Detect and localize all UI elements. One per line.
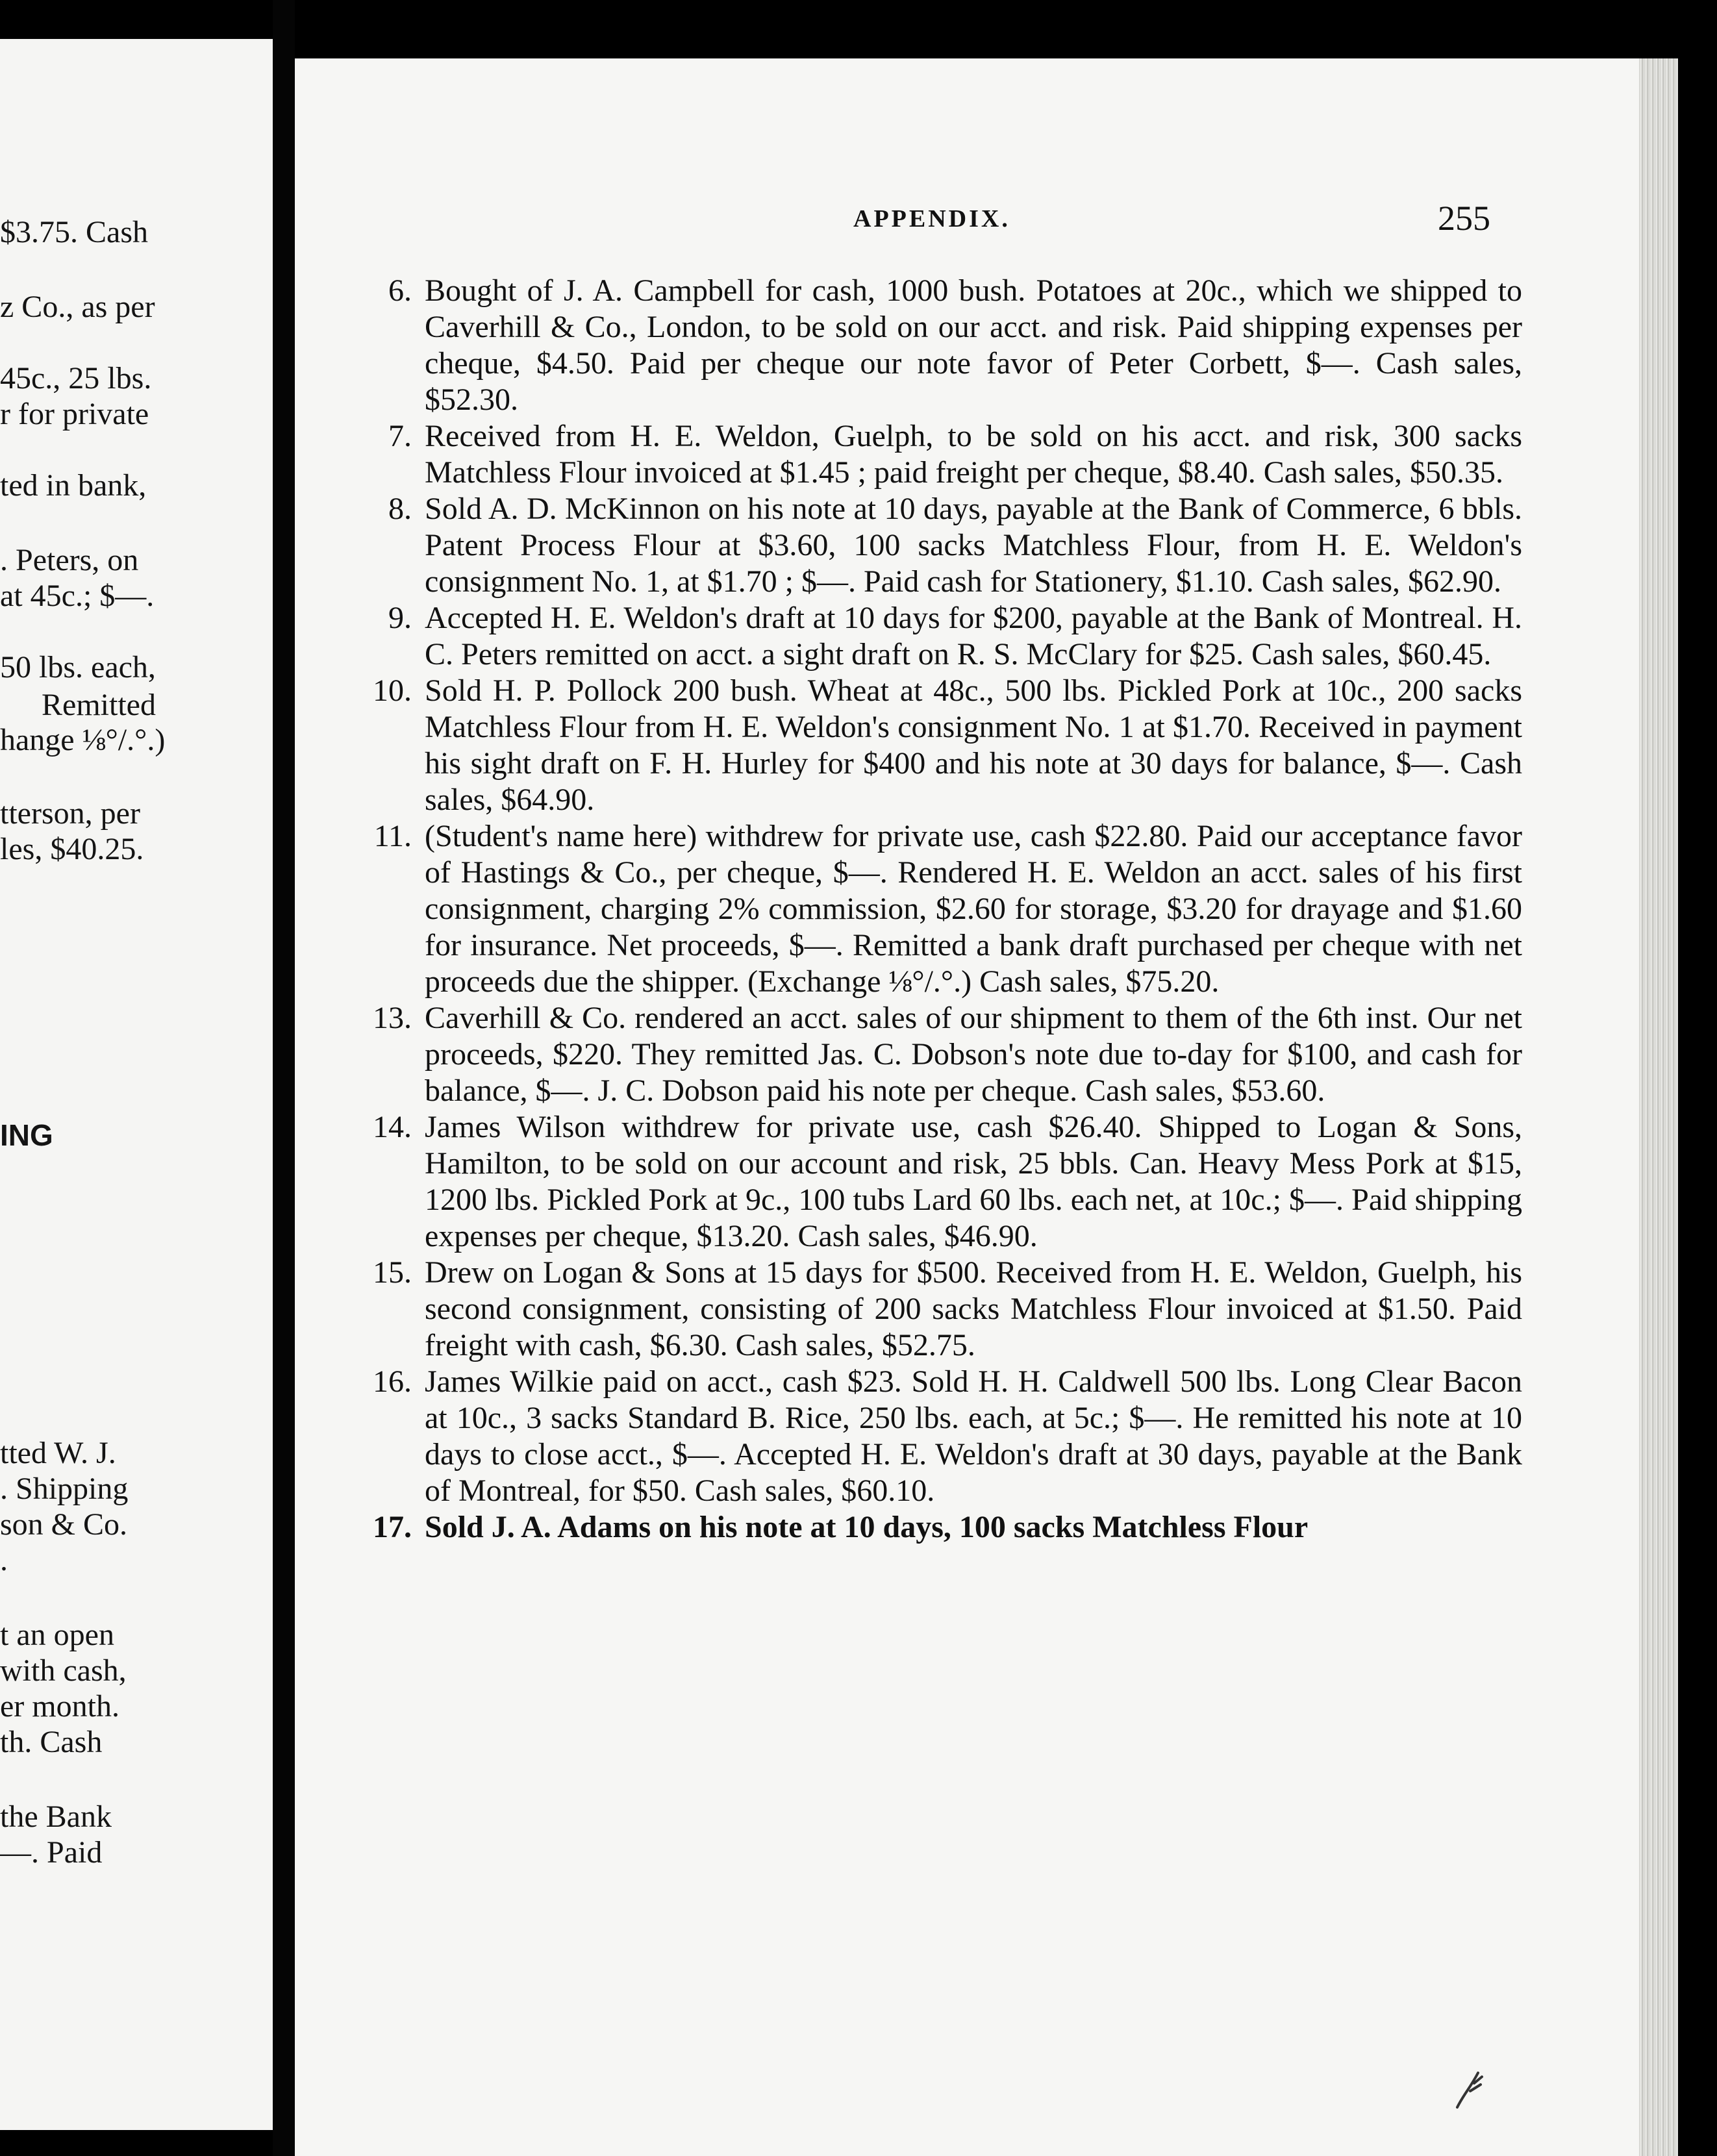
left-page-line: 50 lbs. each, xyxy=(0,650,156,684)
entry-number: 16. xyxy=(373,1364,412,1399)
left-page-line: $3.75. Cash xyxy=(0,215,148,249)
entry-number: 7. xyxy=(388,419,412,453)
left-page-line: with cash, xyxy=(0,1653,127,1688)
journal-entry xyxy=(347,1109,1522,1255)
left-page-line: les, $40.25. xyxy=(0,832,144,866)
entry-text: Bought of J. A. Campbell for cash, 1000 bush. Potatoes at 20c., which we shipped to Caverhill & Co., London, to be sold on our acct. and risk. Paid shipping expenses per cheque, $4.50. Paid per cheque our note favor of Peter Corbett, $—. Cash sales, $52.30. xyxy=(425,273,1522,417)
left-page-line: . xyxy=(0,1543,8,1577)
journal-entry xyxy=(347,1255,1522,1364)
entries-list xyxy=(347,273,1522,1546)
entry-number: 13. xyxy=(373,1001,412,1035)
entry-number: 6. xyxy=(388,273,412,308)
left-page-line: . Shipping xyxy=(0,1472,129,1506)
entry-text: Sold A. D. McKinnon on his note at 10 days, payable at the Bank of Commerce, 6 bbls. Patent Process Flour at $3.60, 100 sacks Matchless Flour, from H. E. Weldon's consignment No. 1, at $1.70 ; $—. Paid cash for Stationery, $1.10. Cash sales, $62.90. xyxy=(425,492,1522,599)
journal-entry xyxy=(347,818,1522,1000)
left-page-line: 45c., 25 lbs. xyxy=(0,361,152,395)
left-page-line: t an open xyxy=(0,1618,114,1652)
journal-entry xyxy=(347,673,1522,818)
page-edge xyxy=(1639,58,1678,2156)
left-page-heading: ING xyxy=(0,1118,53,1152)
entry-text: Sold H. P. Pollock 200 bush. Wheat at 48c., 500 lbs. Pickled Pork at 10c., 200 sacks Matchless Flour from H. E. Weldon's consignment No. 1 at $1.70. Received in payment his sight draft on F. H. Hurley for $400 and his note at 30 days for balance, $—. Cash sales, $64.90. xyxy=(425,673,1522,817)
left-page-line: tterson, per xyxy=(0,796,140,831)
entry-text: James Wilkie paid on acct., cash $23. Sold H. H. Caldwell 500 lbs. Long Clear Bacon at 10c., 3 sacks Standard B. Rice, 250 lbs. each, at 5c.; $—. He remitted his note at 10 days to close acct., $—. Accepted H. E. Weldon's draft at 30 days, payable at the Bank of Montreal, for $50. Cash sales, $60.10. xyxy=(425,1364,1522,1508)
journal-entry xyxy=(347,1509,1522,1546)
entry-number: 9. xyxy=(388,601,412,635)
journal-entry xyxy=(347,418,1522,491)
page-number: 255 xyxy=(1438,199,1490,238)
left-page-line: hange ⅛°/.°.) xyxy=(0,723,166,757)
entry-number: 11. xyxy=(373,819,412,853)
entry-text: Received from H. E. Weldon, Guelph, to be sold on his acct. and risk, 300 sacks Matchless Flour invoiced at $1.45 ; paid freight per cheque, $8.40. Cash sales, $50.35. xyxy=(425,419,1522,490)
left-page-fragment xyxy=(0,39,277,2130)
left-page-line: at 45c.; $—. xyxy=(0,579,155,613)
journal-entry xyxy=(347,1364,1522,1509)
pen-mark-icon xyxy=(1451,2065,1490,2111)
book-gutter xyxy=(273,0,295,2156)
left-page-line: er month. xyxy=(0,1689,119,1724)
left-page-line: Remitted xyxy=(42,688,156,722)
entry-text: Sold J. A. Adams on his note at 10 days, 100 sacks Matchless Flour xyxy=(425,1510,1309,1544)
left-page-line: the Bank xyxy=(0,1799,112,1834)
main-page xyxy=(295,58,1678,2156)
entry-number: 10. xyxy=(373,673,412,708)
left-page-line: r for private xyxy=(0,397,149,431)
entry-number: 14. xyxy=(373,1110,412,1144)
journal-entry xyxy=(347,491,1522,600)
left-page-line: —. Paid xyxy=(0,1835,103,1870)
running-head: APPENDIX. xyxy=(853,205,1010,232)
journal-entry xyxy=(347,273,1522,418)
entry-text: Caverhill & Co. rendered an acct. sales of our shipment to them of the 6th inst. Our net proceeds, $220. They remitted Jas. C. Dobson's note due to-day for $100, and cash for balance, $—. J. C. Dobson paid his note per cheque. Cash sales, $53.60. xyxy=(425,1001,1522,1108)
entry-text: Accepted H. E. Weldon's draft at 10 days for $200, payable at the Bank of Montreal. H. C. Peters remitted on acct. a sight draft on R. S. McClary for $25. Cash sales, $60.45. xyxy=(425,601,1522,671)
left-page-line: th. Cash xyxy=(0,1725,103,1759)
entry-number: 17. xyxy=(373,1510,412,1544)
left-page-line: tted W. J. xyxy=(0,1436,116,1470)
journal-entry xyxy=(347,600,1522,673)
left-page-line: . Peters, on xyxy=(0,543,139,577)
page-header xyxy=(295,199,1509,250)
left-page-line: son & Co. xyxy=(0,1507,128,1542)
entry-text: (Student's name here) withdrew for private use, cash $22.80. Paid our acceptance favor of Hastings & Co., per cheque, $—. Rendered H. E. Weldon an acct. sales of his first consignment, charging 2% commission, $2.60 for storage, $3.20 for drayage and $1.60 for insurance. Net proceeds, $—. Remitted a bank draft purchased per cheque with net proceeds due the shipper. (Exchange ⅛°/.°.) Cash sales, $75.20. xyxy=(425,819,1522,999)
left-page-line: ted in bank, xyxy=(0,468,147,503)
entry-number: 15. xyxy=(373,1255,412,1290)
left-page-line: z Co., as per xyxy=(0,290,155,324)
entry-text: Drew on Logan & Sons at 15 days for $500. Received from H. E. Weldon, Guelph, his second consignment, consisting of 200 sacks Matchless Flour invoiced at $1.50. Paid freight with cash, $6.30. Cash sales, $52.75. xyxy=(425,1255,1522,1362)
journal-entry xyxy=(347,1000,1522,1109)
entry-text: James Wilson withdrew for private use, cash $26.40. Shipped to Logan & Sons, Hamilton, to be sold on our account and risk, 25 bbls. Can. Heavy Mess Pork at $15, 1200 lbs. Pickled Pork at 9c., 100 tubs Lard 60 lbs. each net, at 10c.; $—. Paid shipping expenses per cheque, $13.20. Cash sales, $46.90. xyxy=(425,1110,1522,1253)
entry-number: 8. xyxy=(388,492,412,526)
